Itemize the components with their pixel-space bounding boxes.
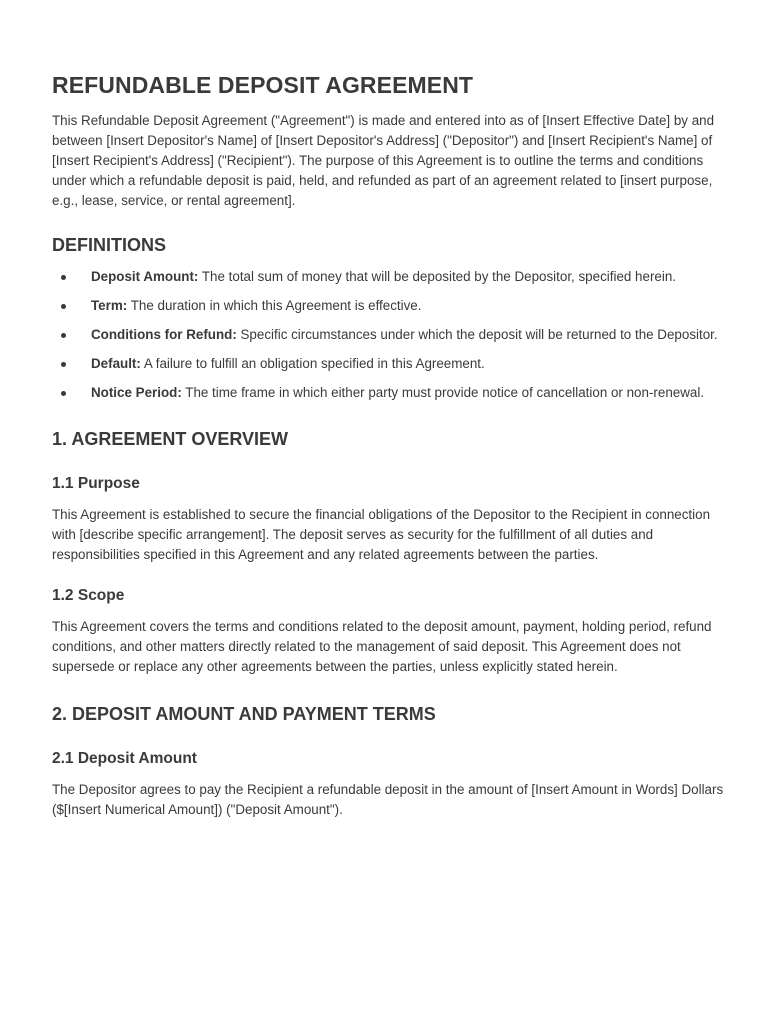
- section-2-1-heading: 2.1 Deposit Amount: [52, 750, 197, 767]
- definition-term: Default:: [91, 356, 141, 371]
- definition-item: [52, 325, 724, 345]
- definition-term: Notice Period:: [91, 385, 182, 400]
- definition-term: Conditions for Refund:: [91, 327, 237, 342]
- section-2-heading: 2. DEPOSIT AMOUNT AND PAYMENT TERMS: [52, 704, 436, 724]
- section-1-1-heading: 1.1 Purpose: [52, 475, 140, 492]
- bullet-icon: [61, 391, 66, 396]
- section-1-2-heading: 1.2 Scope: [52, 587, 125, 604]
- definition-text: The duration in which this Agreement is effective.: [127, 298, 422, 313]
- definition-text: The total sum of money that will be deposited by the Depositor, specified herein.: [198, 269, 676, 284]
- bullet-icon: [61, 275, 66, 280]
- document-page: [52, 70, 724, 820]
- definition-text: A failure to fulfill an obligation specified in this Agreement.: [140, 356, 485, 371]
- section-1-heading: 1. AGREEMENT OVERVIEW: [52, 429, 289, 449]
- bullet-icon: [61, 304, 66, 309]
- section-1-1-body: This Agreement is established to secure the financial obligations of the Depositor to the Recipient in connection with [describe specific arrangement]. The deposit serves as security for the fulfillment of all duties and responsibilities specified in this Agreement and any related agreements between the parties.: [52, 507, 711, 562]
- document-title: REFUNDABLE DEPOSIT AGREEMENT: [52, 72, 474, 98]
- definition-item: [52, 354, 724, 374]
- definitions-list: [52, 267, 724, 403]
- definition-term: Term:: [91, 298, 128, 313]
- section-2-1-body: The Depositor agrees to pay the Recipient a refundable deposit in the amount of [Insert Amount in Words] Dollars ($[Insert Numerical Amount]) ("Deposit Amount").: [52, 782, 724, 817]
- definition-item: [52, 383, 724, 403]
- definition-item: [52, 267, 724, 287]
- definition-item: [52, 296, 724, 316]
- definition-text: The time frame in which either party must provide notice of cancellation or non-renewal.: [181, 385, 705, 400]
- bullet-icon: [61, 362, 66, 367]
- definition-text: Specific circumstances under which the deposit will be returned to the Depositor.: [236, 327, 718, 342]
- definitions-heading: DEFINITIONS: [52, 235, 167, 255]
- definition-term: Deposit Amount:: [91, 269, 199, 284]
- bullet-icon: [61, 333, 66, 338]
- intro-paragraph: This Refundable Deposit Agreement ("Agreement") is made and entered into as of [Insert Effective Date] by and between [Insert Depositor's Name] of [Insert Depositor's Address] ("Depositor") and [Insert Recipient's Name] of [Insert Recipient's Address] ("Recipient"). The purpose of this Agreement is to outline the terms and conditions under which a refundable deposit is paid, held, and refunded as part of an agreement related to [insert purpose, e.g., lease, service, or rental agreement].: [52, 113, 715, 208]
- section-1-2-body: This Agreement covers the terms and conditions related to the deposit amount, payment, holding period, refund conditions, and other matters directly related to the management of said deposit. This Agreement does not supersede or replace any other agreements between the parties, unless explicitly stated herein.: [52, 619, 712, 674]
